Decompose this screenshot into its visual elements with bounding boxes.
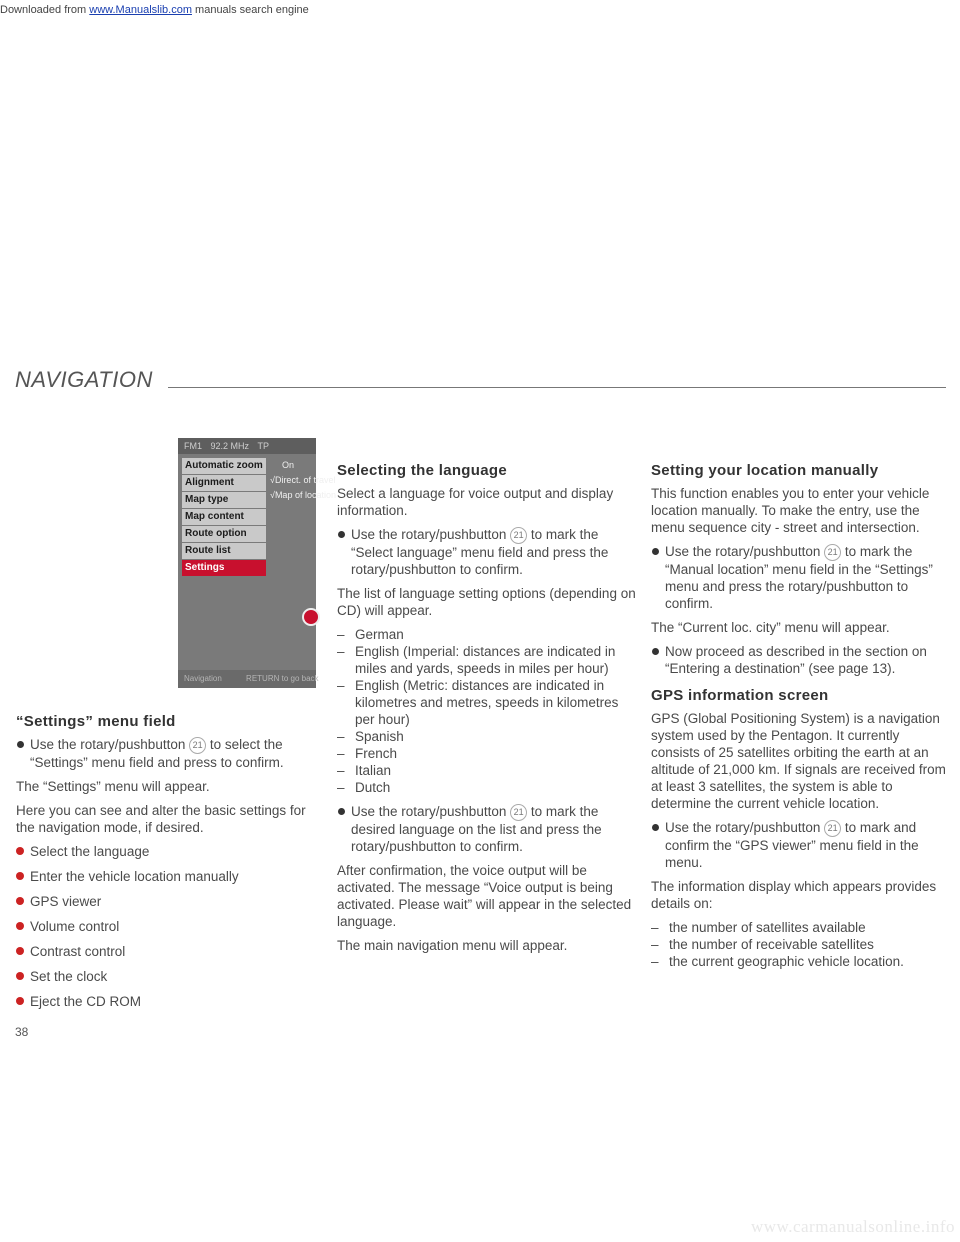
watermark: www.carmanualsonline.info (750, 1217, 955, 1236)
text: Use the rotary/pushbutton (351, 527, 511, 542)
screen-value: √Map of location (270, 490, 336, 500)
screen-value: On (282, 460, 295, 470)
text: Use the rotary/pushbutton (351, 804, 511, 819)
paragraph: The “Current loc. city” menu will appear. (651, 620, 890, 635)
button-21-icon: 21 (824, 544, 841, 561)
instruction-bullet (337, 803, 637, 855)
instruction-bullet (651, 819, 947, 871)
red-bullet-icon (16, 997, 24, 1005)
text: Use the rotary/pushbutton (665, 820, 825, 835)
manualslib-link[interactable]: www.Manualslib.com (89, 4, 192, 16)
list-item: – French (337, 745, 637, 762)
screen-value: √Direct. of travel (270, 475, 336, 485)
screen-menu-item-selected: Settings (182, 560, 266, 576)
button-21-icon: 21 (510, 527, 527, 544)
paragraph: After confirmation, the voice output will be activated. The message “Voice output is being activated. Please wait” will appear in the selected language. (337, 863, 632, 929)
rotary-knob-icon (302, 608, 320, 626)
paragraph: The “Settings” menu will appear. (16, 779, 210, 794)
heading-setting-location: Setting your location manually (651, 462, 879, 479)
instruction-bullet: Now proceed as described in the section on “Entering a destination” (see page 13). (651, 643, 947, 677)
list-item-text: GPS viewer (30, 894, 102, 909)
screen-menu-item: Map type (182, 492, 266, 508)
column-location-gps (651, 462, 947, 977)
list-item: – Dutch (337, 779, 637, 796)
list-item: – Italian (337, 762, 637, 779)
red-bullet-icon (16, 847, 24, 855)
heading-settings-menu: “Settings” menu field (16, 713, 176, 730)
list-item: – the current geographic vehicle location. (651, 953, 947, 970)
settings-options-list (16, 843, 316, 1010)
download-header (0, 0, 960, 20)
list-item: – English (Metric: distances are indicated in kilometres and metres, speeds in kilometres per hour) (337, 677, 637, 728)
list-item (16, 843, 316, 860)
screen-menu-item: Alignment (182, 475, 266, 491)
header-suffix: manuals search engine (191, 4, 309, 16)
paragraph: Select a language for voice output and display information. (337, 486, 614, 518)
screen-footer-right: RETURN to go back (246, 674, 319, 683)
section-divider (168, 387, 946, 388)
screen-menu-item: Route option (182, 526, 266, 542)
paragraph: The list of language setting options (depending on CD) will appear. (337, 586, 636, 618)
instruction-bullet (16, 736, 316, 771)
screen-menu-item: Route list (182, 543, 266, 559)
paragraph: The information display which appears provides details on: (651, 879, 937, 911)
screen-menu-item: Automatic zoom (182, 458, 266, 474)
text: Use the rotary/pushbutton (665, 544, 825, 559)
list-item-text: Contrast control (30, 944, 126, 959)
gps-details-list (651, 919, 947, 970)
red-bullet-icon (16, 972, 24, 980)
screen-footer-left: Navigation (184, 674, 222, 683)
button-21-icon: 21 (510, 804, 527, 821)
list-item: – English (Imperial: distances are indicated in miles and yards, speeds in miles per hour) (337, 643, 637, 677)
paragraph: GPS (Global Positioning System) is a navigation system used by the Pentagon. It currently consists of 25 satellites orbiting the earth at an altitude of 21,000 km. If signals are received from at least 3 satellites, the system is able to determine the current vehicle location. (651, 711, 946, 811)
list-item-text: Volume control (30, 919, 120, 934)
list-item (16, 943, 316, 960)
screen-menu-item: Map content (182, 509, 266, 525)
screen-status-bar (178, 438, 316, 454)
list-item: – German (337, 626, 637, 643)
instruction-bullet (337, 526, 637, 578)
heading-selecting-language: Selecting the language (337, 462, 507, 479)
list-item: – the number of receivable satellites (651, 936, 947, 953)
red-bullet-icon (16, 947, 24, 955)
screen-band: FM1 (184, 441, 202, 451)
button-21-icon: 21 (189, 737, 206, 754)
list-item (16, 868, 316, 885)
column-settings (16, 713, 316, 1018)
heading-gps-info: GPS information screen (651, 687, 829, 704)
screen-menu (182, 458, 266, 577)
red-bullet-icon (16, 872, 24, 880)
list-item-text: Select the language (30, 844, 150, 859)
button-21-icon: 21 (824, 820, 841, 837)
screen-footer (178, 670, 319, 688)
screen-tp: TP (257, 441, 270, 451)
paragraph: Here you can see and alter the basic settings for the navigation mode, if desired. (16, 803, 306, 835)
list-item (16, 993, 316, 1010)
screen-values (270, 458, 336, 503)
page-number: 38 (15, 1025, 29, 1039)
list-item-text: Set the clock (30, 969, 108, 984)
screen-frequency: 92.2 MHz (210, 441, 250, 451)
navigation-screen-image (178, 438, 336, 688)
paragraph: This function enables you to enter your vehicle location manually. To make the entry, use the menu sequence city - street and intersection. (651, 486, 930, 535)
text: to mark and confirm the “GPS viewer” menu field in the menu. (665, 820, 919, 870)
list-item-text: Eject the CD ROM (30, 994, 142, 1009)
list-item (16, 968, 316, 985)
text: to mark the “Manual location” menu field in the “Settings” menu and press the rotary/pushbutton to confirm. (665, 544, 933, 611)
list-item-text: Enter the vehicle location manually (30, 869, 239, 884)
list-item: – Spanish (337, 728, 637, 745)
language-list (337, 626, 637, 796)
red-bullet-icon (16, 922, 24, 930)
list-item (16, 893, 316, 910)
list-item (16, 918, 316, 935)
list-item: – the number of satellites available (651, 919, 947, 936)
text: to mark the desired language on the list and press the rotary/pushbutton to confirm. (351, 804, 602, 854)
paragraph: The main navigation menu will appear. (337, 938, 568, 953)
text: to mark the “Select language” menu field and press the rotary/pushbutton to confirm. (351, 527, 609, 577)
red-bullet-icon (16, 897, 24, 905)
text: to select the “Settings” menu field and press to confirm. (30, 737, 284, 770)
text: Use the rotary/pushbutton (30, 737, 190, 752)
instruction-bullet (651, 543, 947, 612)
header-prefix: Downloaded from (0, 4, 90, 16)
column-language (337, 462, 637, 961)
section-title: NAVIGATION (15, 367, 153, 392)
